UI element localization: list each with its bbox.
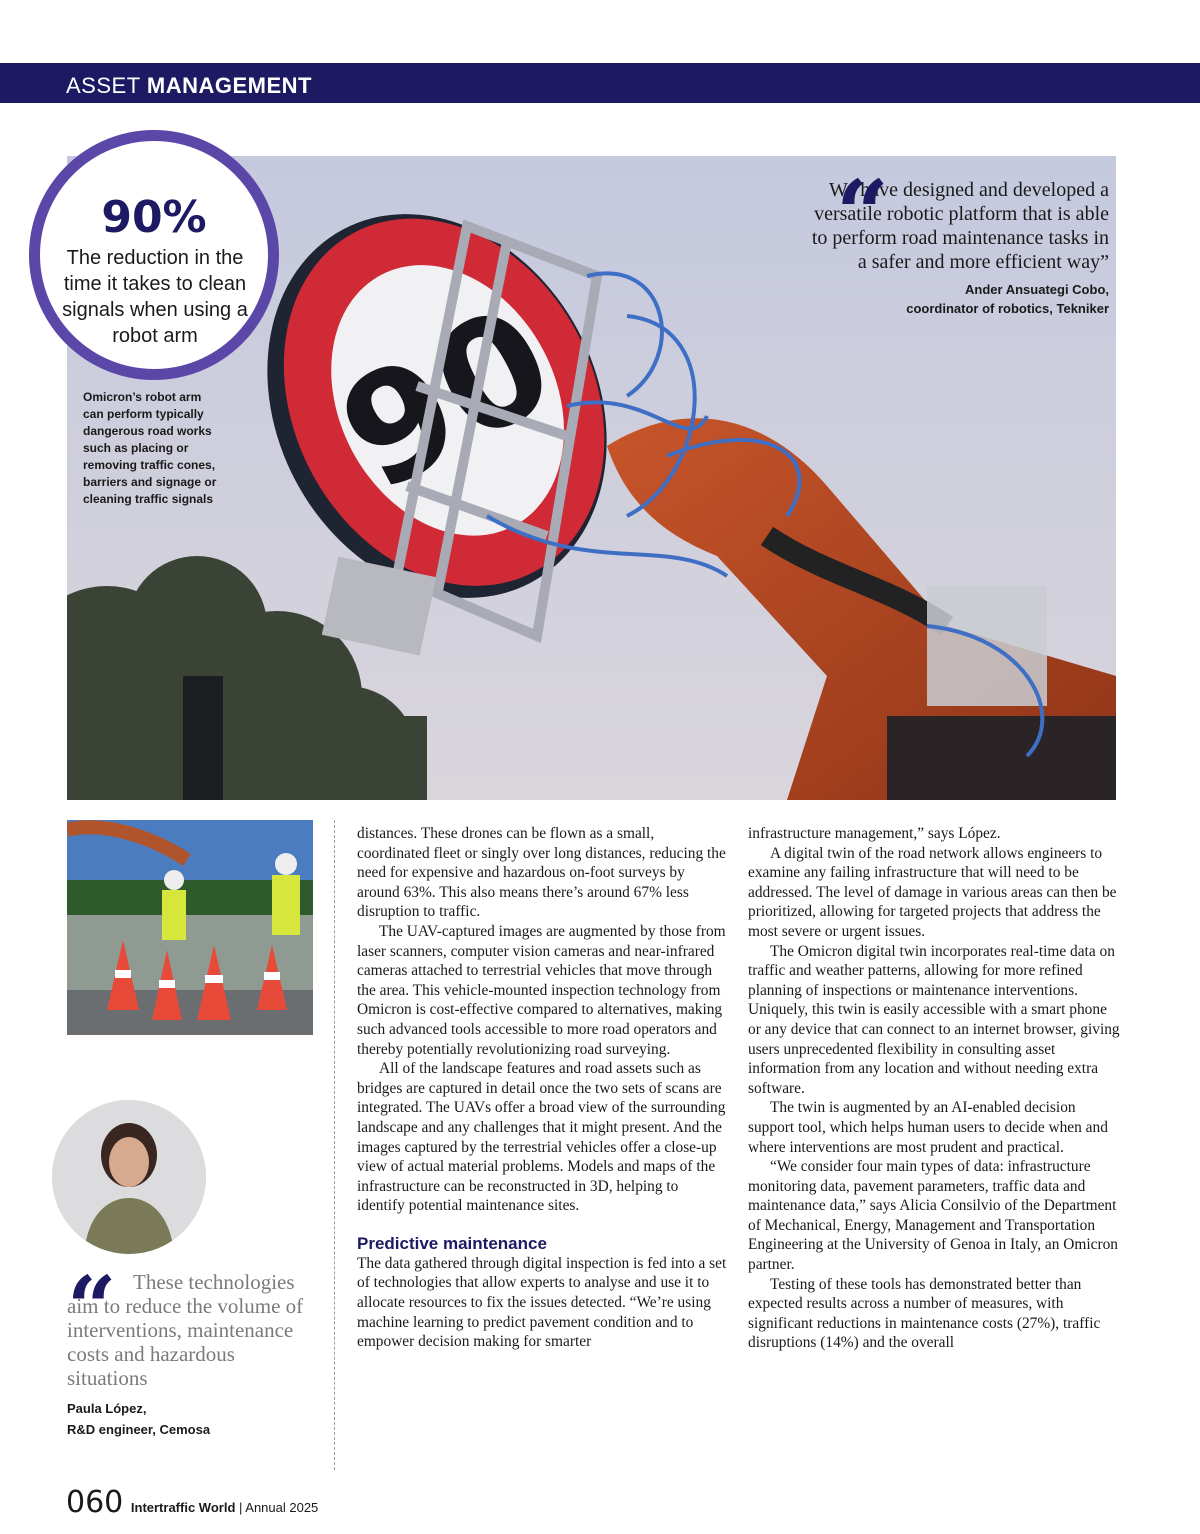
pull-quote-text: We have designed and developed a versatile robotic platform that is able to perform road maintenance tasks in a safer and more efficient way”: [811, 179, 1109, 273]
portrait-photo: [52, 1100, 206, 1254]
page-footer: [66, 1486, 318, 1520]
issue-label: Annual 2025: [245, 1500, 319, 1515]
pull-quote-hero: [800, 160, 1109, 318]
portrait-illustration: [52, 1100, 206, 1254]
paragraph: The Omicron digital twin incorporates real-time data on traffic and weather patterns, allowing for more refined planning of inspections or maintenance interventions. Uniquely, this twin is easily accessible with a smart phone or any device that can connect to an internet browser, giving users unprecedented flexibility in consulting asset information from any location and without needing extra software.: [748, 942, 1120, 1097]
article-column-2: [748, 824, 1123, 1353]
quote-mark-icon: “: [836, 160, 889, 268]
publication-info: [127, 1500, 318, 1515]
photo-caption: Omicron’s robot arm can perform typically dangerous road works such as placing or removing traffic cones, barriers and signage or cleaning traffic signals: [83, 390, 217, 506]
stat-description: The reduction in the time it takes to clean signals when using a robot arm: [62, 247, 248, 347]
paragraph: The data gathered through digital inspection is fed into a set of technologies that allow experts to analyse and use it to allocate resources to fix the issues detected. “We’re using machine learning to predict pavement condition and to empower decision making for smarter: [357, 1254, 727, 1351]
pull-quote-side: [67, 1258, 317, 1440]
paragraph: A digital twin of the road network allows engineers to examine any failing infrastructure that will need to be addressed. The level of damage in various areas can then be prioritized, allowing for targeted projects that address the most severe or urgent issues.: [748, 844, 1117, 940]
magazine-name: Intertraffic World: [130, 1500, 236, 1515]
paragraph: distances. These drones can be flown as a small, coordinated fleet or singly over long distances, reducing the need for expensive and hazardous on-foot surveys by around 63%. This also means there’s around 67% less disruption to traffic.: [357, 825, 726, 921]
section-title-bold: MANAGEMENT: [146, 73, 312, 98]
pull-quote-name: Ander Ansuategi Cobo,: [965, 282, 1109, 297]
workers-illustration: [67, 820, 313, 1035]
side-quote-role: R&D engineer, Cemosa: [67, 1422, 211, 1437]
paragraph: The twin is augmented by an AI-enabled decision support tool, which helps human users to decide when and where interventions are most prudent and practical.: [748, 1099, 1108, 1156]
article-column-1: [357, 824, 727, 1352]
side-quote-name: Paula López,: [67, 1401, 147, 1416]
footer-separator: |: [235, 1500, 246, 1515]
page-number: 060: [66, 1485, 124, 1520]
quote-mark-icon: “: [67, 1258, 117, 1359]
section-title: [66, 73, 312, 99]
stat-number: 90%: [101, 192, 207, 243]
paragraph: All of the landscape features and road assets such as bridges are captured in detail once the two sets of scans are integrated. The UAVs offer a broad view of the surrounding landscape and any challenges that it might present. And the images captured by the terrestrial vehicles offer a close-up view of actual material problems. Models and maps of the infrastructure can be reconstructed in 3D, helping to identify potential maintenance sites.: [357, 1060, 726, 1215]
dark-post: [183, 676, 223, 800]
photo-workers-cones: [67, 820, 313, 1035]
side-quote-attribution: [67, 1398, 317, 1440]
column-divider: [334, 820, 335, 1470]
sign-number: 90: [314, 273, 581, 526]
side-quote-text: These technologies aim to reduce the volume of interventions, maintenance costs and hazardous situations: [67, 1270, 304, 1390]
section-title-light: ASSET: [66, 73, 141, 98]
subheading: Predictive maintenance: [357, 1233, 547, 1253]
paragraph: Testing of these tools has demonstrated better than expected results across a number of measures, with significant reductions in maintenance costs (27%), traffic disruptions (14%) and the overall: [748, 1275, 1101, 1352]
pull-quote-role: coordinator of robotics, Tekniker: [906, 301, 1109, 316]
paragraph: The UAV-captured images are augmented by those from laser scanners, computer vision cameras and near-infrared cameras attached to terrestrial vehicles that move through the area. This vehicle-mounted inspection technology from Omicron is cost-effective compared to alternatives, making such advanced tools accessible to more road operators and thereby potentially revolutionizing road surveying.: [357, 922, 726, 1058]
pull-quote-attribution: [800, 280, 1109, 318]
paragraph: infrastructure management,” says López.: [748, 825, 1001, 842]
stat-callout: [29, 130, 279, 380]
paragraph: “We consider four main types of data: infrastructure monitoring data, pavement parameters, traffic data and maintenance data,” says Alicia Consilvio of the Department of Mechanical, Energy, Management and Transportation Engineering at the University of Genoa in Italy, an Omicron partner.: [748, 1158, 1118, 1274]
